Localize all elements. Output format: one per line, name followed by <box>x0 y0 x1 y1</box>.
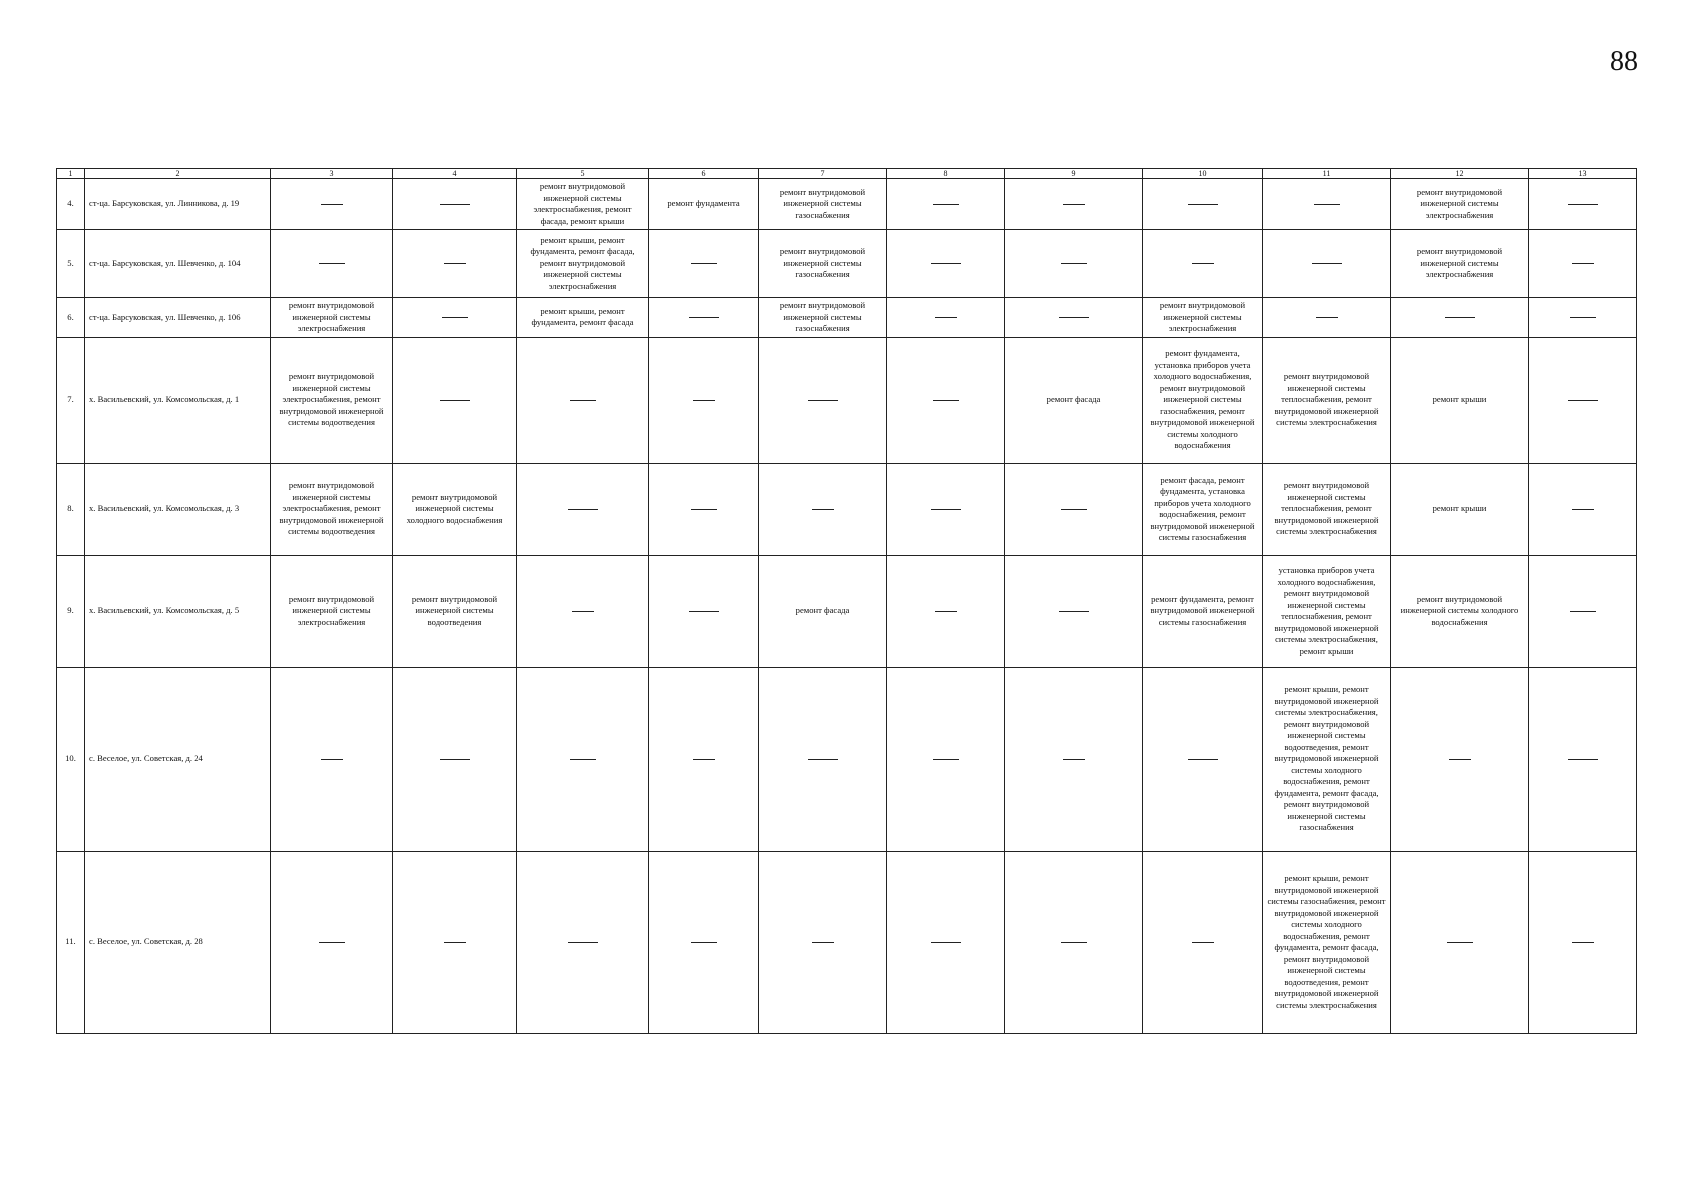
dash-mark <box>812 942 834 943</box>
work-description-cell: ремонт внутридомовой инженерной системы электроснабжения, ремонт внутридомовой инженерной системы водоотведения <box>271 337 393 463</box>
empty-dash-cell <box>887 667 1005 851</box>
dash-mark <box>808 400 838 401</box>
column-header: 6 <box>649 169 759 179</box>
dash-mark <box>1192 942 1214 943</box>
dash-mark <box>1572 263 1594 264</box>
empty-dash-cell <box>393 230 517 298</box>
work-description-cell: ремонт внутридомовой инженерной системы электроснабжения <box>271 555 393 667</box>
empty-dash-cell <box>649 851 759 1033</box>
column-header: 11 <box>1263 169 1391 179</box>
empty-dash-cell <box>1143 851 1263 1033</box>
empty-dash-cell <box>759 667 887 851</box>
address-cell: с. Веселое, ул. Советская, д. 24 <box>85 667 271 851</box>
dash-mark <box>1063 759 1085 760</box>
work-description-cell: ремонт крыши, ремонт фундамента, ремонт фасада <box>517 298 649 338</box>
column-header: 12 <box>1391 169 1529 179</box>
empty-dash-cell <box>887 179 1005 230</box>
work-description-cell: ремонт внутридомовой инженерной системы теплоснабжения, ремонт внутридомовой инженерной системы электроснабжения <box>1263 463 1391 555</box>
dash-mark <box>319 263 345 264</box>
dash-mark <box>1063 204 1085 205</box>
work-description-cell: ремонт крыши, ремонт внутридомовой инженерной системы газоснабжения, ремонт внутридомовой инженерной системы холодного водоснабжения, ремонт фундамента, ремонт фасада, ремонт внутридомовой инженерной системы водоотведения, ремонт внутридомовой инженерной системы электроснабжения <box>1263 851 1391 1033</box>
empty-dash-cell <box>1263 298 1391 338</box>
dash-mark <box>442 317 468 318</box>
empty-dash-cell <box>1391 298 1529 338</box>
empty-dash-cell <box>517 555 649 667</box>
row-number: 4. <box>57 179 85 230</box>
table-row <box>57 851 1637 1033</box>
column-number-row <box>57 169 1637 179</box>
column-header: 7 <box>759 169 887 179</box>
empty-dash-cell <box>517 337 649 463</box>
dash-mark <box>693 759 715 760</box>
repair-schedule-table <box>56 168 1637 1034</box>
empty-dash-cell <box>649 463 759 555</box>
empty-dash-cell <box>393 851 517 1033</box>
work-description-cell: ремонт фундамента <box>649 179 759 230</box>
dash-mark <box>1570 317 1596 318</box>
table-row <box>57 298 1637 338</box>
address-cell: х. Васильевский, ул. Комсомольская, д. 5 <box>85 555 271 667</box>
empty-dash-cell <box>1529 230 1637 298</box>
empty-dash-cell <box>649 230 759 298</box>
row-number: 10. <box>57 667 85 851</box>
work-description-cell: ремонт внутридомовой инженерной системы холодного водоснабжения <box>1391 555 1529 667</box>
column-header: 5 <box>517 169 649 179</box>
work-description-cell: ремонт крыши <box>1391 463 1529 555</box>
empty-dash-cell <box>271 667 393 851</box>
dash-mark <box>319 942 345 943</box>
table-row <box>57 555 1637 667</box>
column-header: 2 <box>85 169 271 179</box>
dash-mark <box>1061 263 1087 264</box>
address-cell: х. Васильевский, ул. Комсомольская, д. 1 <box>85 337 271 463</box>
empty-dash-cell <box>1005 463 1143 555</box>
dash-mark <box>572 611 594 612</box>
empty-dash-cell <box>517 851 649 1033</box>
empty-dash-cell <box>1529 667 1637 851</box>
dash-mark <box>933 204 959 205</box>
dash-mark <box>440 400 470 401</box>
empty-dash-cell <box>393 179 517 230</box>
work-description-cell: ремонт внутридомовой инженерной системы газоснабжения <box>759 179 887 230</box>
empty-dash-cell <box>1529 179 1637 230</box>
dash-mark <box>1061 942 1087 943</box>
dash-mark <box>691 942 717 943</box>
row-number: 11. <box>57 851 85 1033</box>
address-cell: ст-ца. Барсуковская, ул. Шевченко, д. 104 <box>85 230 271 298</box>
empty-dash-cell <box>1143 667 1263 851</box>
dash-mark <box>570 400 596 401</box>
work-description-cell: ремонт внутридомовой инженерной системы теплоснабжения, ремонт внутридомовой инженерной системы электроснабжения <box>1263 337 1391 463</box>
empty-dash-cell <box>393 667 517 851</box>
empty-dash-cell <box>1005 667 1143 851</box>
dash-mark <box>1188 204 1218 205</box>
dash-mark <box>808 759 838 760</box>
empty-dash-cell <box>517 463 649 555</box>
work-description-cell: ремонт внутридомовой инженерной системы электроснабжения <box>1391 179 1529 230</box>
empty-dash-cell <box>1005 298 1143 338</box>
empty-dash-cell <box>759 463 887 555</box>
dash-mark <box>1447 942 1473 943</box>
dash-mark <box>1449 759 1471 760</box>
row-number: 6. <box>57 298 85 338</box>
table-row <box>57 179 1637 230</box>
empty-dash-cell <box>649 298 759 338</box>
empty-dash-cell <box>887 555 1005 667</box>
dash-mark <box>1572 942 1594 943</box>
work-description-cell: ремонт внутридомовой инженерной системы электроснабжения <box>1391 230 1529 298</box>
empty-dash-cell <box>1263 179 1391 230</box>
work-description-cell: ремонт внутридомовой инженерной системы электроснабжения <box>271 298 393 338</box>
dash-mark <box>570 759 596 760</box>
empty-dash-cell <box>1529 463 1637 555</box>
dash-mark <box>1059 317 1089 318</box>
dash-mark <box>935 317 957 318</box>
dash-mark <box>568 509 598 510</box>
work-description-cell: ремонт крыши <box>1391 337 1529 463</box>
empty-dash-cell <box>271 230 393 298</box>
empty-dash-cell <box>517 667 649 851</box>
column-header: 8 <box>887 169 1005 179</box>
empty-dash-cell <box>649 667 759 851</box>
empty-dash-cell <box>1143 179 1263 230</box>
empty-dash-cell <box>393 298 517 338</box>
dash-mark <box>933 759 959 760</box>
empty-dash-cell <box>271 179 393 230</box>
table-row <box>57 463 1637 555</box>
dash-mark <box>568 942 598 943</box>
work-description-cell: ремонт фундамента, установка приборов учета холодного водоснабжения, ремонт внутридомовой инженерной системы газоснабжения, ремонт внутридомовой инженерной системы холодного водоснабжения <box>1143 337 1263 463</box>
address-cell: с. Веселое, ул. Советская, д. 28 <box>85 851 271 1033</box>
column-header: 9 <box>1005 169 1143 179</box>
empty-dash-cell <box>1005 851 1143 1033</box>
empty-dash-cell <box>1005 179 1143 230</box>
dash-mark <box>1568 759 1598 760</box>
dash-mark <box>1316 317 1338 318</box>
dash-mark <box>693 400 715 401</box>
empty-dash-cell <box>887 463 1005 555</box>
column-header: 1 <box>57 169 85 179</box>
work-description-cell: ремонт крыши, ремонт внутридомовой инженерной системы электроснабжения, ремонт внутридомовой инженерной системы водоотведения, ремонт внутридомовой инженерной системы холодного водоснабжения, ремонт фундамента, ремонт фасада, ремонт внутридомовой инженерной системы газоснабжения <box>1263 667 1391 851</box>
empty-dash-cell <box>1529 555 1637 667</box>
empty-dash-cell <box>759 851 887 1033</box>
dash-mark <box>931 942 961 943</box>
work-description-cell: ремонт крыши, ремонт фундамента, ремонт фасада, ремонт внутридомовой инженерной системы электроснабжения <box>517 230 649 298</box>
empty-dash-cell <box>1263 230 1391 298</box>
row-number: 7. <box>57 337 85 463</box>
table-row <box>57 230 1637 298</box>
dash-mark <box>1445 317 1475 318</box>
work-description-cell: ремонт фундамента, ремонт внутридомовой инженерной системы газоснабжения <box>1143 555 1263 667</box>
empty-dash-cell <box>393 337 517 463</box>
dash-mark <box>321 204 343 205</box>
table-row <box>57 667 1637 851</box>
empty-dash-cell <box>1529 298 1637 338</box>
table-row <box>57 337 1637 463</box>
empty-dash-cell <box>1529 851 1637 1033</box>
dash-mark <box>1061 509 1087 510</box>
work-description-cell: ремонт внутридомовой инженерной системы электроснабжения, ремонт внутридомовой инженерной системы водоотведения <box>271 463 393 555</box>
dash-mark <box>444 942 466 943</box>
empty-dash-cell <box>1391 667 1529 851</box>
dash-mark <box>1568 400 1598 401</box>
empty-dash-cell <box>887 298 1005 338</box>
empty-dash-cell <box>649 555 759 667</box>
empty-dash-cell <box>1529 337 1637 463</box>
work-description-cell: ремонт внутридомовой инженерной системы газоснабжения <box>759 298 887 338</box>
dash-mark <box>935 611 957 612</box>
work-description-cell: ремонт фасада, ремонт фундамента, установка приборов учета холодного водоснабжения, ремонт внутридомовой инженерной системы газоснабжения <box>1143 463 1263 555</box>
empty-dash-cell <box>887 851 1005 1033</box>
work-description-cell: ремонт внутридомовой инженерной системы электроснабжения, ремонт фасада, ремонт крыши <box>517 179 649 230</box>
dash-mark <box>689 611 719 612</box>
dash-mark <box>321 759 343 760</box>
row-number: 5. <box>57 230 85 298</box>
row-number: 9. <box>57 555 85 667</box>
dash-mark <box>440 204 470 205</box>
work-description-cell: ремонт внутридомовой инженерной системы холодного водоснабжения <box>393 463 517 555</box>
work-description-cell: ремонт внутридомовой инженерной системы электроснабжения <box>1143 298 1263 338</box>
column-header: 13 <box>1529 169 1637 179</box>
dash-mark <box>933 400 959 401</box>
dash-mark <box>1314 204 1340 205</box>
dash-mark <box>931 509 961 510</box>
address-cell: ст-ца. Барсуковская, ул. Линникова, д. 19 <box>85 179 271 230</box>
empty-dash-cell <box>887 230 1005 298</box>
column-header: 3 <box>271 169 393 179</box>
empty-dash-cell <box>759 337 887 463</box>
work-description-cell: ремонт фасада <box>1005 337 1143 463</box>
dash-mark <box>1188 759 1218 760</box>
column-header: 4 <box>393 169 517 179</box>
dash-mark <box>444 263 466 264</box>
empty-dash-cell <box>1143 230 1263 298</box>
page-number: 88 <box>1610 46 1638 77</box>
address-cell: ст-ца. Барсуковская, ул. Шевченко, д. 106 <box>85 298 271 338</box>
dash-mark <box>1570 611 1596 612</box>
empty-dash-cell <box>1391 851 1529 1033</box>
empty-dash-cell <box>1005 555 1143 667</box>
dash-mark <box>689 317 719 318</box>
address-cell: х. Васильевский, ул. Комсомольская, д. 3 <box>85 463 271 555</box>
dash-mark <box>691 509 717 510</box>
work-description-cell: ремонт фасада <box>759 555 887 667</box>
work-description-cell: ремонт внутридомовой инженерной системы водоотведения <box>393 555 517 667</box>
dash-mark <box>812 509 834 510</box>
empty-dash-cell <box>1005 230 1143 298</box>
dash-mark <box>691 263 717 264</box>
dash-mark <box>931 263 961 264</box>
work-description-cell: установка приборов учета холодного водоснабжения, ремонт внутридомовой инженерной системы теплоснабжения, ремонт внутридомовой инженерной системы электроснабжения, ремонт крыши <box>1263 555 1391 667</box>
dash-mark <box>440 759 470 760</box>
work-description-cell: ремонт внутридомовой инженерной системы газоснабжения <box>759 230 887 298</box>
dash-mark <box>1568 204 1598 205</box>
dash-mark <box>1312 263 1342 264</box>
dash-mark <box>1572 509 1594 510</box>
row-number: 8. <box>57 463 85 555</box>
empty-dash-cell <box>649 337 759 463</box>
empty-dash-cell <box>271 851 393 1033</box>
dash-mark <box>1059 611 1089 612</box>
dash-mark <box>1192 263 1214 264</box>
column-header: 10 <box>1143 169 1263 179</box>
empty-dash-cell <box>887 337 1005 463</box>
table-body <box>57 179 1637 1034</box>
